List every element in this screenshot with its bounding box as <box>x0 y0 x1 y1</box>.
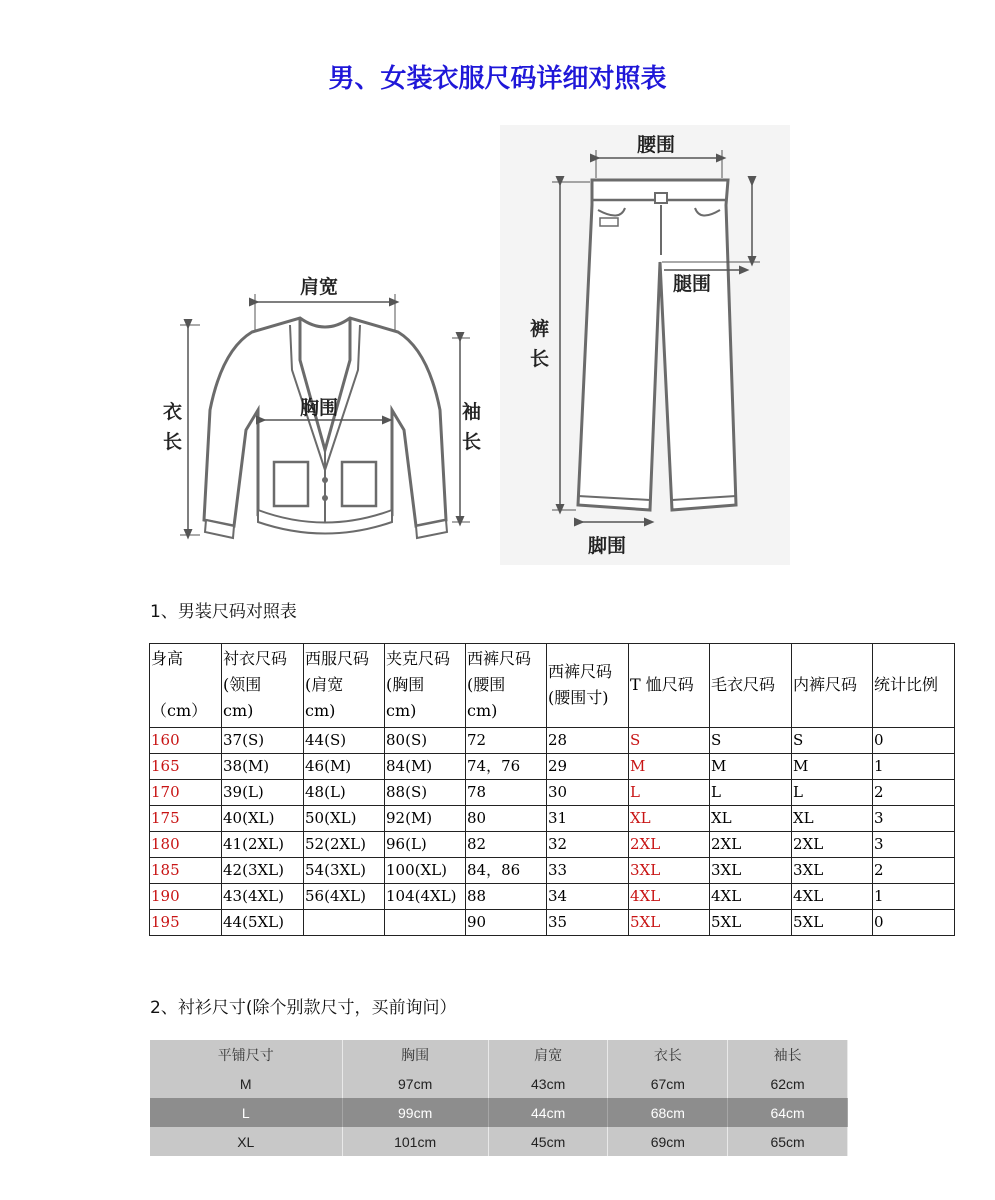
men-table-cell: 104(4XL) <box>385 884 466 910</box>
men-header-line: 内裤尺码 <box>793 675 858 694</box>
men-header-line: (领围 <box>223 675 262 694</box>
men-table-cell: S <box>792 728 873 754</box>
men-table-cell: 88 <box>466 884 547 910</box>
men-table-cell: 28 <box>547 728 629 754</box>
men-table-cell: 44(5XL) <box>222 910 304 936</box>
men-table-cell: 4XL <box>710 884 792 910</box>
men-section-title: 1、男装尺码对照表 <box>150 602 297 622</box>
men-header-line: (肩宽 <box>305 675 344 694</box>
men-header-line: （cm） <box>151 701 208 720</box>
shirt-table-row <box>150 1127 848 1156</box>
men-table-row <box>150 780 955 806</box>
shirt-header-cell: 衣长 <box>608 1040 728 1069</box>
chest-label: 胸围 <box>300 397 339 419</box>
men-table-cell: 38(M) <box>222 754 304 780</box>
men-table-cell: 29 <box>547 754 629 780</box>
men-table-cell: 2 <box>873 780 955 806</box>
men-table-cell: XL <box>710 806 792 832</box>
men-table-cell: 3XL <box>792 858 873 884</box>
men-table-row <box>150 754 955 780</box>
men-table-cell: 84(M) <box>385 754 466 780</box>
shirt-header-cell: 胸围 <box>342 1040 488 1069</box>
men-header-cell <box>629 644 710 728</box>
men-table-cell: 4XL <box>629 884 710 910</box>
men-table-row <box>150 884 955 910</box>
men-table-cell: 80(S) <box>385 728 466 754</box>
shirt-table-cell: 43cm <box>488 1069 608 1098</box>
men-header-cell <box>466 644 547 728</box>
men-table-cell: 2 <box>873 858 955 884</box>
men-table-cell <box>385 910 466 936</box>
men-table-row <box>150 728 955 754</box>
shirt-header-cell: 袖长 <box>728 1040 848 1069</box>
men-header-line: 夹克尺码 <box>386 649 451 668</box>
men-table-cell: 84，86 <box>466 858 547 884</box>
men-table-cell: 170 <box>150 780 222 806</box>
men-table-cell: 33 <box>547 858 629 884</box>
men-table-cell: 195 <box>150 910 222 936</box>
men-table-cell: 44(S) <box>304 728 385 754</box>
men-table-cell: M <box>629 754 710 780</box>
men-table-cell: 50(XL) <box>304 806 385 832</box>
shirt-table-cell: XL <box>150 1127 342 1156</box>
men-table-cell: 92(M) <box>385 806 466 832</box>
men-table-cell: S <box>710 728 792 754</box>
men-table-cell: 82 <box>466 832 547 858</box>
shirt-header-cell: 平铺尺寸 <box>150 1040 342 1069</box>
waist-label: 腰围 <box>637 134 676 156</box>
men-table-cell: 35 <box>547 910 629 936</box>
men-table-cell: 41(2XL) <box>222 832 304 858</box>
men-header-line: 衬衣尺码 <box>223 649 288 668</box>
men-header-line: 统计比例 <box>874 675 939 694</box>
men-size-table <box>149 643 955 936</box>
men-table-cell: 2XL <box>792 832 873 858</box>
men-table-cell: 78 <box>466 780 547 806</box>
men-table-row <box>150 806 955 832</box>
men-table-cell: 52(2XL) <box>304 832 385 858</box>
shirt-table-cell: 65cm <box>728 1127 848 1156</box>
men-table-cell: 40(XL) <box>222 806 304 832</box>
shirt-table-cell: 99cm <box>342 1098 488 1127</box>
men-header-line: cm) <box>386 701 417 720</box>
men-header-line: 身高 <box>151 649 184 668</box>
men-table-cell: 1 <box>873 754 955 780</box>
jacket-length-label-1: 衣 <box>163 401 183 423</box>
men-table-cell: 0 <box>873 910 955 936</box>
men-table-cell: 88(S) <box>385 780 466 806</box>
page-title: 男、女装衣服尺码详细对照表 <box>328 64 667 94</box>
jacket-length-label-2: 长 <box>163 431 183 453</box>
men-header-line: cm) <box>305 701 336 720</box>
men-header-cell <box>873 644 955 728</box>
shirt-table-cell: L <box>150 1098 342 1127</box>
men-header-line: 西裤尺码 <box>548 662 613 681</box>
men-table-cell: 32 <box>547 832 629 858</box>
men-table-cell: 3 <box>873 832 955 858</box>
men-table-cell: 3XL <box>629 858 710 884</box>
men-table-cell: 42(3XL) <box>222 858 304 884</box>
shirt-table-cell: 67cm <box>608 1069 728 1098</box>
men-table-cell: M <box>792 754 873 780</box>
shirt-table-cell: 101cm <box>342 1127 488 1156</box>
men-table-cell: 4XL <box>792 884 873 910</box>
men-table-cell: 100(XL) <box>385 858 466 884</box>
men-table-cell: 34 <box>547 884 629 910</box>
men-table-row <box>150 858 955 884</box>
men-header-cell <box>222 644 304 728</box>
men-table-cell: L <box>710 780 792 806</box>
men-table-cell: 0 <box>873 728 955 754</box>
jacket-illustration <box>204 318 447 538</box>
shirt-section-title: 2、衬衫尺寸(除个别款尺寸，买前询问） <box>150 998 457 1018</box>
men-header-line: (腰围 <box>467 675 506 694</box>
shirt-table-cell: M <box>150 1069 342 1098</box>
men-table-cell: 80 <box>466 806 547 832</box>
men-table-cell: 56(4XL) <box>304 884 385 910</box>
men-header-line: cm) <box>223 701 254 720</box>
men-table-cell: 48(L) <box>304 780 385 806</box>
men-table-cell: 185 <box>150 858 222 884</box>
men-table-cell: 90 <box>466 910 547 936</box>
men-header-line: 毛衣尺码 <box>711 675 776 694</box>
men-header-cell <box>304 644 385 728</box>
men-table-cell: 37(S) <box>222 728 304 754</box>
shirt-table-cell: 69cm <box>608 1127 728 1156</box>
men-header-line: (腰围寸) <box>548 688 609 707</box>
measurement-diagram <box>0 0 995 590</box>
men-table-cell: 5XL <box>629 910 710 936</box>
shirt-table-header-row <box>150 1040 848 1069</box>
men-table-cell <box>304 910 385 936</box>
men-table-row <box>150 832 955 858</box>
men-table-cell: XL <box>629 806 710 832</box>
men-header-line: (胸围 <box>386 675 425 694</box>
men-table-cell: 180 <box>150 832 222 858</box>
men-table-cell: 5XL <box>710 910 792 936</box>
men-table-cell: L <box>629 780 710 806</box>
men-header-line: 西服尺码 <box>305 649 370 668</box>
men-header-line: T 恤尺码 <box>630 675 694 694</box>
thigh-label: 腿围 <box>673 273 712 295</box>
men-table-cell: XL <box>792 806 873 832</box>
men-table-cell: S <box>629 728 710 754</box>
men-header-line: 西裤尺码 <box>467 649 532 668</box>
men-header-cell <box>547 644 629 728</box>
men-table-cell: 190 <box>150 884 222 910</box>
men-table-cell: 43(4XL) <box>222 884 304 910</box>
men-table-header-row <box>150 644 955 728</box>
men-header-cell <box>385 644 466 728</box>
men-table-cell: 39(L) <box>222 780 304 806</box>
sleeve-label-2: 长 <box>462 431 482 453</box>
shirt-size-table <box>150 1040 848 1156</box>
men-table-cell: 30 <box>547 780 629 806</box>
men-table-cell: L <box>792 780 873 806</box>
shoulder-label: 肩宽 <box>300 276 339 298</box>
men-table-cell: 46(M) <box>304 754 385 780</box>
men-header-cell <box>792 644 873 728</box>
men-table-cell: 175 <box>150 806 222 832</box>
men-table-cell: 3XL <box>710 858 792 884</box>
sleeve-label-1: 袖 <box>462 401 482 423</box>
pants-length-label-2: 长 <box>530 348 550 370</box>
men-table-cell: 72 <box>466 728 547 754</box>
men-table-cell: M <box>710 754 792 780</box>
men-table-cell: 165 <box>150 754 222 780</box>
shirt-header-cell: 肩宽 <box>488 1040 608 1069</box>
pants-length-label-1: 裤 <box>530 318 550 340</box>
men-table-cell: 74，76 <box>466 754 547 780</box>
men-table-cell: 160 <box>150 728 222 754</box>
men-table-cell: 54(3XL) <box>304 858 385 884</box>
shirt-table-cell: 44cm <box>488 1098 608 1127</box>
men-table-cell: 2XL <box>710 832 792 858</box>
shirt-table-row <box>150 1098 848 1127</box>
men-table-cell: 3 <box>873 806 955 832</box>
men-table-row <box>150 910 955 936</box>
shirt-table-cell: 45cm <box>488 1127 608 1156</box>
men-table-cell: 96(L) <box>385 832 466 858</box>
shirt-table-cell: 97cm <box>342 1069 488 1098</box>
shirt-table-row <box>150 1069 848 1098</box>
men-table-cell: 1 <box>873 884 955 910</box>
shirt-table-cell: 62cm <box>728 1069 848 1098</box>
shirt-table-cell: 68cm <box>608 1098 728 1127</box>
shirt-table-cell: 64cm <box>728 1098 848 1127</box>
men-header-cell <box>150 644 222 728</box>
men-table-cell: 2XL <box>629 832 710 858</box>
hem-label: 脚围 <box>588 535 627 557</box>
men-header-line: cm) <box>467 701 498 720</box>
men-table-cell: 5XL <box>792 910 873 936</box>
men-header-cell <box>710 644 792 728</box>
men-table-cell: 31 <box>547 806 629 832</box>
